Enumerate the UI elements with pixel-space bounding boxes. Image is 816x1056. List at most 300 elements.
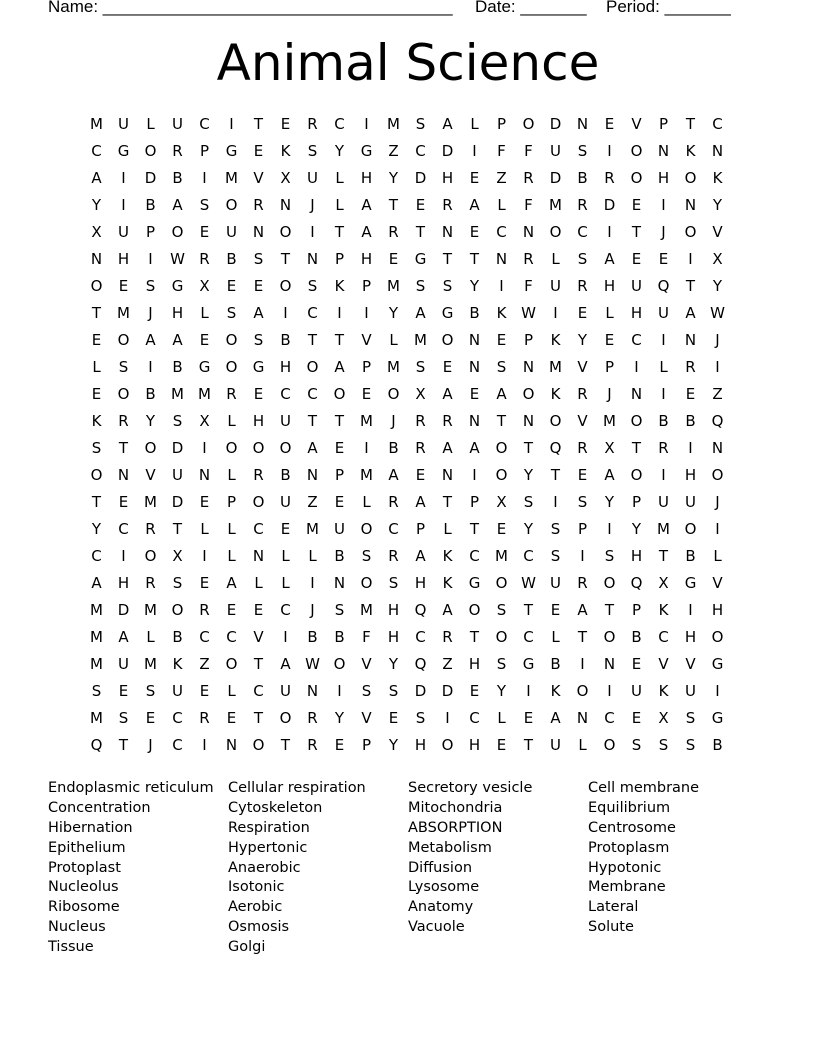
grid-letter: T: [334, 223, 345, 241]
grid-letter: C: [469, 547, 480, 565]
grid-letter: E: [118, 493, 129, 511]
grid-letter: D: [441, 142, 454, 160]
grid-letter: A: [442, 601, 453, 619]
grid-letter: V: [361, 655, 372, 673]
grid-letter: E: [523, 709, 534, 727]
grid-letter: L: [659, 358, 668, 376]
grid-letter: O: [279, 277, 292, 295]
grid-letter: D: [117, 601, 130, 619]
grid-letter: S: [496, 601, 507, 619]
grid-letter: J: [310, 601, 315, 619]
grid-letter: H: [387, 628, 400, 646]
grid-letter: E: [496, 736, 507, 754]
grid-letter: J: [148, 736, 153, 754]
grid-letter: H: [630, 547, 643, 565]
grid-letter: S: [388, 574, 399, 592]
grid-letter: T: [496, 412, 507, 430]
grid-letter: P: [604, 358, 615, 376]
grid-letter: A: [604, 250, 615, 268]
name-field-label: Name: _____________________________________: [48, 0, 453, 16]
grid-letter: N: [468, 358, 481, 376]
grid-letter: M: [144, 655, 157, 673]
grid-letter: I: [121, 547, 126, 565]
grid-letter: O: [360, 574, 373, 592]
word-list-item: Protoplast: [48, 859, 121, 876]
grid-letter: O: [279, 439, 292, 457]
grid-letter: S: [145, 277, 156, 295]
grid-letter: T: [280, 250, 291, 268]
grid-letter: S: [91, 682, 102, 700]
grid-letter: B: [172, 628, 183, 646]
word-list-item: Cytoskeleton: [228, 799, 323, 816]
word-list-item: Hibernation: [48, 819, 133, 836]
grid-letter: U: [172, 682, 183, 700]
grid-letter: A: [307, 439, 318, 457]
grid-letter: W: [170, 250, 185, 268]
grid-letter: M: [90, 628, 103, 646]
grid-letter: S: [604, 547, 615, 565]
grid-letter: E: [199, 574, 210, 592]
grid-letter: S: [550, 520, 561, 538]
grid-letter: U: [685, 682, 696, 700]
grid-letter: X: [658, 574, 669, 592]
grid-letter: G: [468, 574, 481, 592]
grid-letter: L: [308, 547, 317, 565]
grid-letter: E: [604, 115, 615, 133]
grid-letter: O: [225, 196, 238, 214]
grid-letter: O: [522, 385, 535, 403]
grid-letter: C: [253, 520, 264, 538]
grid-letter: I: [121, 196, 126, 214]
grid-letter: H: [360, 250, 373, 268]
grid-letter: N: [603, 655, 616, 673]
grid-letter: Y: [523, 520, 534, 538]
grid-letter: T: [280, 736, 291, 754]
grid-letter: U: [280, 682, 291, 700]
grid-letter: O: [684, 520, 697, 538]
grid-letter: C: [388, 520, 399, 538]
grid-letter: H: [279, 358, 292, 376]
grid-letter: S: [658, 736, 669, 754]
grid-letter: M: [603, 412, 616, 430]
grid-letter: S: [577, 142, 588, 160]
period-field-label: Period: _______: [606, 0, 731, 16]
grid-letter: C: [118, 520, 129, 538]
grid-letter: P: [577, 520, 588, 538]
grid-letter: O: [684, 169, 697, 187]
grid-letter: L: [335, 169, 344, 187]
grid-letter: C: [199, 628, 210, 646]
grid-letter: M: [414, 331, 427, 349]
grid-letter: Y: [388, 736, 399, 754]
grid-letter: O: [171, 223, 184, 241]
grid-letter: U: [280, 412, 291, 430]
grid-letter: H: [603, 277, 616, 295]
grid-letter: N: [522, 223, 535, 241]
grid-letter: H: [684, 628, 697, 646]
grid-letter: R: [442, 196, 453, 214]
grid-letter: O: [711, 628, 724, 646]
grid-letter: N: [198, 466, 211, 484]
grid-letter: G: [522, 655, 535, 673]
grid-letter: U: [631, 277, 642, 295]
grid-letter: I: [688, 601, 693, 619]
grid-letter: O: [630, 412, 643, 430]
grid-letter: O: [684, 223, 697, 241]
grid-letter: Z: [199, 655, 210, 673]
word-list-item: Epithelium: [48, 839, 126, 856]
grid-letter: S: [361, 682, 372, 700]
word-list-item: Hypertonic: [228, 839, 308, 856]
grid-letter: M: [387, 115, 400, 133]
grid-letter: L: [470, 115, 479, 133]
grid-letter: W: [521, 304, 536, 322]
grid-letter: S: [685, 709, 696, 727]
grid-letter: J: [391, 412, 396, 430]
grid-letter: C: [253, 682, 264, 700]
grid-letter: S: [118, 709, 129, 727]
grid-letter: M: [90, 709, 103, 727]
grid-letter: T: [577, 628, 588, 646]
grid-letter: R: [226, 385, 237, 403]
grid-letter: S: [415, 709, 426, 727]
grid-letter: S: [334, 601, 345, 619]
grid-letter: S: [253, 250, 264, 268]
grid-letter: R: [415, 412, 426, 430]
grid-letter: J: [310, 196, 315, 214]
grid-letter: N: [90, 250, 103, 268]
grid-letter: K: [442, 574, 453, 592]
grid-letter: L: [200, 304, 209, 322]
grid-letter: L: [389, 331, 398, 349]
grid-letter: I: [121, 169, 126, 187]
grid-letter: R: [199, 250, 210, 268]
grid-letter: A: [361, 223, 372, 241]
grid-letter: S: [496, 358, 507, 376]
grid-letter: I: [472, 142, 477, 160]
grid-letter: G: [198, 358, 211, 376]
grid-letter: T: [631, 223, 642, 241]
grid-letter: H: [360, 169, 373, 187]
grid-letter: E: [226, 601, 237, 619]
grid-letter: I: [607, 223, 612, 241]
grid-letter: T: [307, 331, 318, 349]
grid-letter: L: [254, 574, 263, 592]
word-list-item: Lateral: [588, 899, 639, 916]
grid-letter: S: [523, 493, 534, 511]
grid-letter: Q: [549, 439, 562, 457]
grid-letter: L: [227, 547, 236, 565]
grid-letter: R: [415, 439, 426, 457]
grid-letter: O: [333, 655, 346, 673]
grid-letter: U: [550, 574, 561, 592]
grid-letter: A: [469, 439, 480, 457]
grid-letter: T: [685, 115, 696, 133]
grid-letter: X: [415, 385, 426, 403]
grid-letter: R: [577, 439, 588, 457]
grid-letter: I: [283, 628, 288, 646]
grid-letter: G: [225, 142, 238, 160]
grid-letter: H: [117, 574, 130, 592]
grid-letter: Y: [712, 277, 723, 295]
grid-letter: S: [172, 412, 183, 430]
grid-letter: U: [118, 223, 129, 241]
grid-letter: Y: [388, 169, 399, 187]
grid-letter: R: [253, 466, 264, 484]
grid-letter: E: [199, 682, 210, 700]
grid-letter: R: [388, 223, 399, 241]
grid-letter: L: [497, 196, 506, 214]
grid-letter: O: [144, 142, 157, 160]
grid-letter: L: [497, 709, 506, 727]
grid-letter: L: [227, 682, 236, 700]
grid-letter: A: [91, 574, 102, 592]
grid-letter: U: [550, 277, 561, 295]
grid-letter: S: [172, 574, 183, 592]
grid-letter: P: [199, 142, 210, 160]
grid-letter: U: [118, 115, 129, 133]
grid-letter: V: [253, 169, 264, 187]
grid-letter: B: [226, 250, 237, 268]
grid-letter: O: [90, 277, 103, 295]
grid-letter: X: [280, 169, 291, 187]
grid-letter: M: [549, 196, 562, 214]
grid-letter: C: [523, 628, 534, 646]
word-list-item: Protoplasm: [588, 839, 670, 856]
grid-letter: N: [657, 142, 670, 160]
grid-letter: L: [578, 736, 587, 754]
grid-letter: D: [414, 169, 427, 187]
grid-letter: M: [225, 169, 238, 187]
grid-letter: L: [92, 358, 101, 376]
word-list-item: Membrane: [588, 879, 666, 896]
grid-letter: V: [685, 655, 696, 673]
grid-letter: M: [90, 115, 103, 133]
word-list-item: Concentration: [48, 799, 151, 816]
grid-letter: A: [172, 196, 183, 214]
grid-letter: M: [306, 520, 319, 538]
grid-letter: C: [631, 331, 642, 349]
word-list-item: Osmosis: [228, 919, 290, 936]
grid-letter: P: [631, 493, 642, 511]
grid-letter: A: [550, 709, 561, 727]
grid-letter: A: [496, 385, 507, 403]
grid-letter: C: [415, 142, 426, 160]
grid-letter: T: [307, 412, 318, 430]
grid-letter: R: [577, 385, 588, 403]
grid-letter: U: [280, 493, 291, 511]
grid-letter: O: [549, 223, 562, 241]
grid-letter: W: [305, 655, 320, 673]
grid-letter: K: [550, 331, 561, 349]
grid-letter: A: [91, 169, 102, 187]
grid-letter: Y: [577, 331, 588, 349]
grid-letter: E: [118, 682, 129, 700]
grid-letter: A: [145, 331, 156, 349]
grid-letter: A: [118, 628, 129, 646]
grid-letter: H: [684, 466, 697, 484]
grid-letter: A: [253, 304, 264, 322]
grid-letter: X: [712, 250, 723, 268]
word-list-item: Vacuole: [408, 919, 465, 936]
grid-letter: L: [551, 628, 560, 646]
grid-letter: H: [711, 601, 724, 619]
grid-letter: M: [360, 601, 373, 619]
grid-letter: L: [146, 628, 155, 646]
grid-letter: Y: [469, 277, 480, 295]
grid-letter: R: [577, 196, 588, 214]
grid-letter: N: [522, 412, 535, 430]
grid-letter: I: [607, 520, 612, 538]
grid-letter: N: [306, 466, 319, 484]
grid-letter: E: [145, 709, 156, 727]
grid-letter: K: [685, 142, 696, 160]
grid-letter: Y: [91, 196, 102, 214]
grid-letter: Q: [657, 277, 670, 295]
grid-letter: M: [387, 358, 400, 376]
grid-letter: O: [117, 385, 130, 403]
grid-letter: Z: [388, 142, 399, 160]
grid-letter: M: [117, 304, 130, 322]
grid-letter: R: [523, 169, 534, 187]
grid-letter: E: [253, 385, 264, 403]
grid-letter: R: [577, 574, 588, 592]
grid-letter: T: [469, 520, 480, 538]
word-list-column-1: [48, 779, 228, 958]
grid-letter: O: [144, 439, 157, 457]
grid-letter: V: [658, 655, 669, 673]
grid-letter: E: [577, 304, 588, 322]
grid-letter: A: [415, 304, 426, 322]
grid-letter: S: [415, 115, 426, 133]
grid-letter: N: [684, 196, 697, 214]
grid-letter: E: [469, 385, 480, 403]
grid-letter: Z: [712, 385, 723, 403]
grid-letter: Q: [414, 655, 427, 673]
grid-letter: T: [118, 736, 129, 754]
grid-letter: P: [523, 331, 534, 349]
word-list-item: Secretory vesicle: [408, 780, 533, 796]
grid-letter: D: [171, 493, 184, 511]
grid-letter: D: [414, 682, 427, 700]
word-list-item: Tissue: [48, 939, 94, 956]
grid-letter: G: [414, 250, 427, 268]
grid-letter: N: [252, 223, 265, 241]
grid-letter: R: [118, 412, 129, 430]
grid-letter: T: [415, 223, 426, 241]
grid-letter: Q: [630, 574, 643, 592]
grid-letter: E: [631, 250, 642, 268]
grid-letter: P: [469, 493, 480, 511]
grid-letter: E: [199, 223, 210, 241]
grid-letter: T: [604, 601, 615, 619]
grid-letter: E: [253, 142, 264, 160]
grid-letter: K: [658, 601, 669, 619]
grid-letter: A: [226, 574, 237, 592]
grid-letter: B: [685, 412, 696, 430]
grid-letter: T: [550, 466, 561, 484]
grid-letter: O: [603, 628, 616, 646]
word-list-item: Equilibrium: [588, 799, 671, 816]
grid-letter: E: [91, 385, 102, 403]
grid-letter: O: [495, 439, 508, 457]
grid-letter: H: [468, 736, 481, 754]
grid-letter: N: [252, 547, 265, 565]
grid-letter: S: [307, 142, 318, 160]
grid-letter: O: [522, 115, 535, 133]
grid-letter: N: [225, 736, 238, 754]
grid-letter: C: [415, 628, 426, 646]
grid-letter: I: [688, 250, 693, 268]
grid-letter: K: [496, 304, 507, 322]
grid-letter: I: [148, 250, 153, 268]
grid-letter: E: [685, 385, 696, 403]
grid-letter: A: [415, 493, 426, 511]
grid-letter: N: [306, 682, 319, 700]
word-list-item: Golgi: [228, 939, 266, 956]
grid-letter: N: [117, 466, 130, 484]
grid-letter: S: [118, 358, 129, 376]
grid-letter: B: [577, 169, 588, 187]
word-list-item: Nucleus: [48, 919, 106, 936]
grid-letter: N: [441, 223, 454, 241]
grid-letter: E: [577, 466, 588, 484]
grid-letter: S: [577, 250, 588, 268]
grid-letter: E: [496, 331, 507, 349]
grid-letter: C: [199, 115, 210, 133]
grid-letter: M: [144, 601, 157, 619]
grid-letter: P: [361, 358, 372, 376]
grid-letter: X: [91, 223, 102, 241]
grid-letter: S: [307, 277, 318, 295]
grid-letter: T: [442, 493, 453, 511]
grid-letter: I: [715, 358, 720, 376]
word-list-item: Diffusion: [408, 859, 473, 876]
grid-letter: B: [280, 331, 291, 349]
grid-letter: H: [414, 736, 427, 754]
grid-letter: E: [550, 601, 561, 619]
grid-letter: I: [607, 142, 612, 160]
grid-letter: C: [523, 547, 534, 565]
grid-letter: R: [442, 412, 453, 430]
grid-letter: M: [144, 493, 157, 511]
grid-letter: G: [171, 277, 184, 295]
grid-letter: E: [388, 709, 399, 727]
grid-letter: J: [715, 493, 720, 511]
grid-letter: T: [685, 277, 696, 295]
grid-letter: T: [469, 628, 480, 646]
grid-letter: R: [145, 574, 156, 592]
grid-letter: T: [334, 412, 345, 430]
word-list-item: Centrosome: [588, 819, 676, 836]
grid-letter: N: [684, 331, 697, 349]
grid-letter: Y: [604, 493, 615, 511]
grid-letter: O: [711, 466, 724, 484]
grid-letter: O: [576, 682, 589, 700]
grid-letter: A: [604, 466, 615, 484]
word-list-item: Aerobic: [228, 899, 283, 916]
grid-letter: O: [279, 223, 292, 241]
grid-letter: G: [117, 142, 130, 160]
grid-letter: C: [496, 223, 507, 241]
grid-letter: U: [172, 115, 183, 133]
grid-letter: K: [442, 547, 453, 565]
grid-letter: E: [496, 520, 507, 538]
grid-letter: E: [334, 439, 345, 457]
grid-letter: O: [468, 601, 481, 619]
grid-letter: C: [334, 115, 345, 133]
grid-letter: U: [550, 142, 561, 160]
